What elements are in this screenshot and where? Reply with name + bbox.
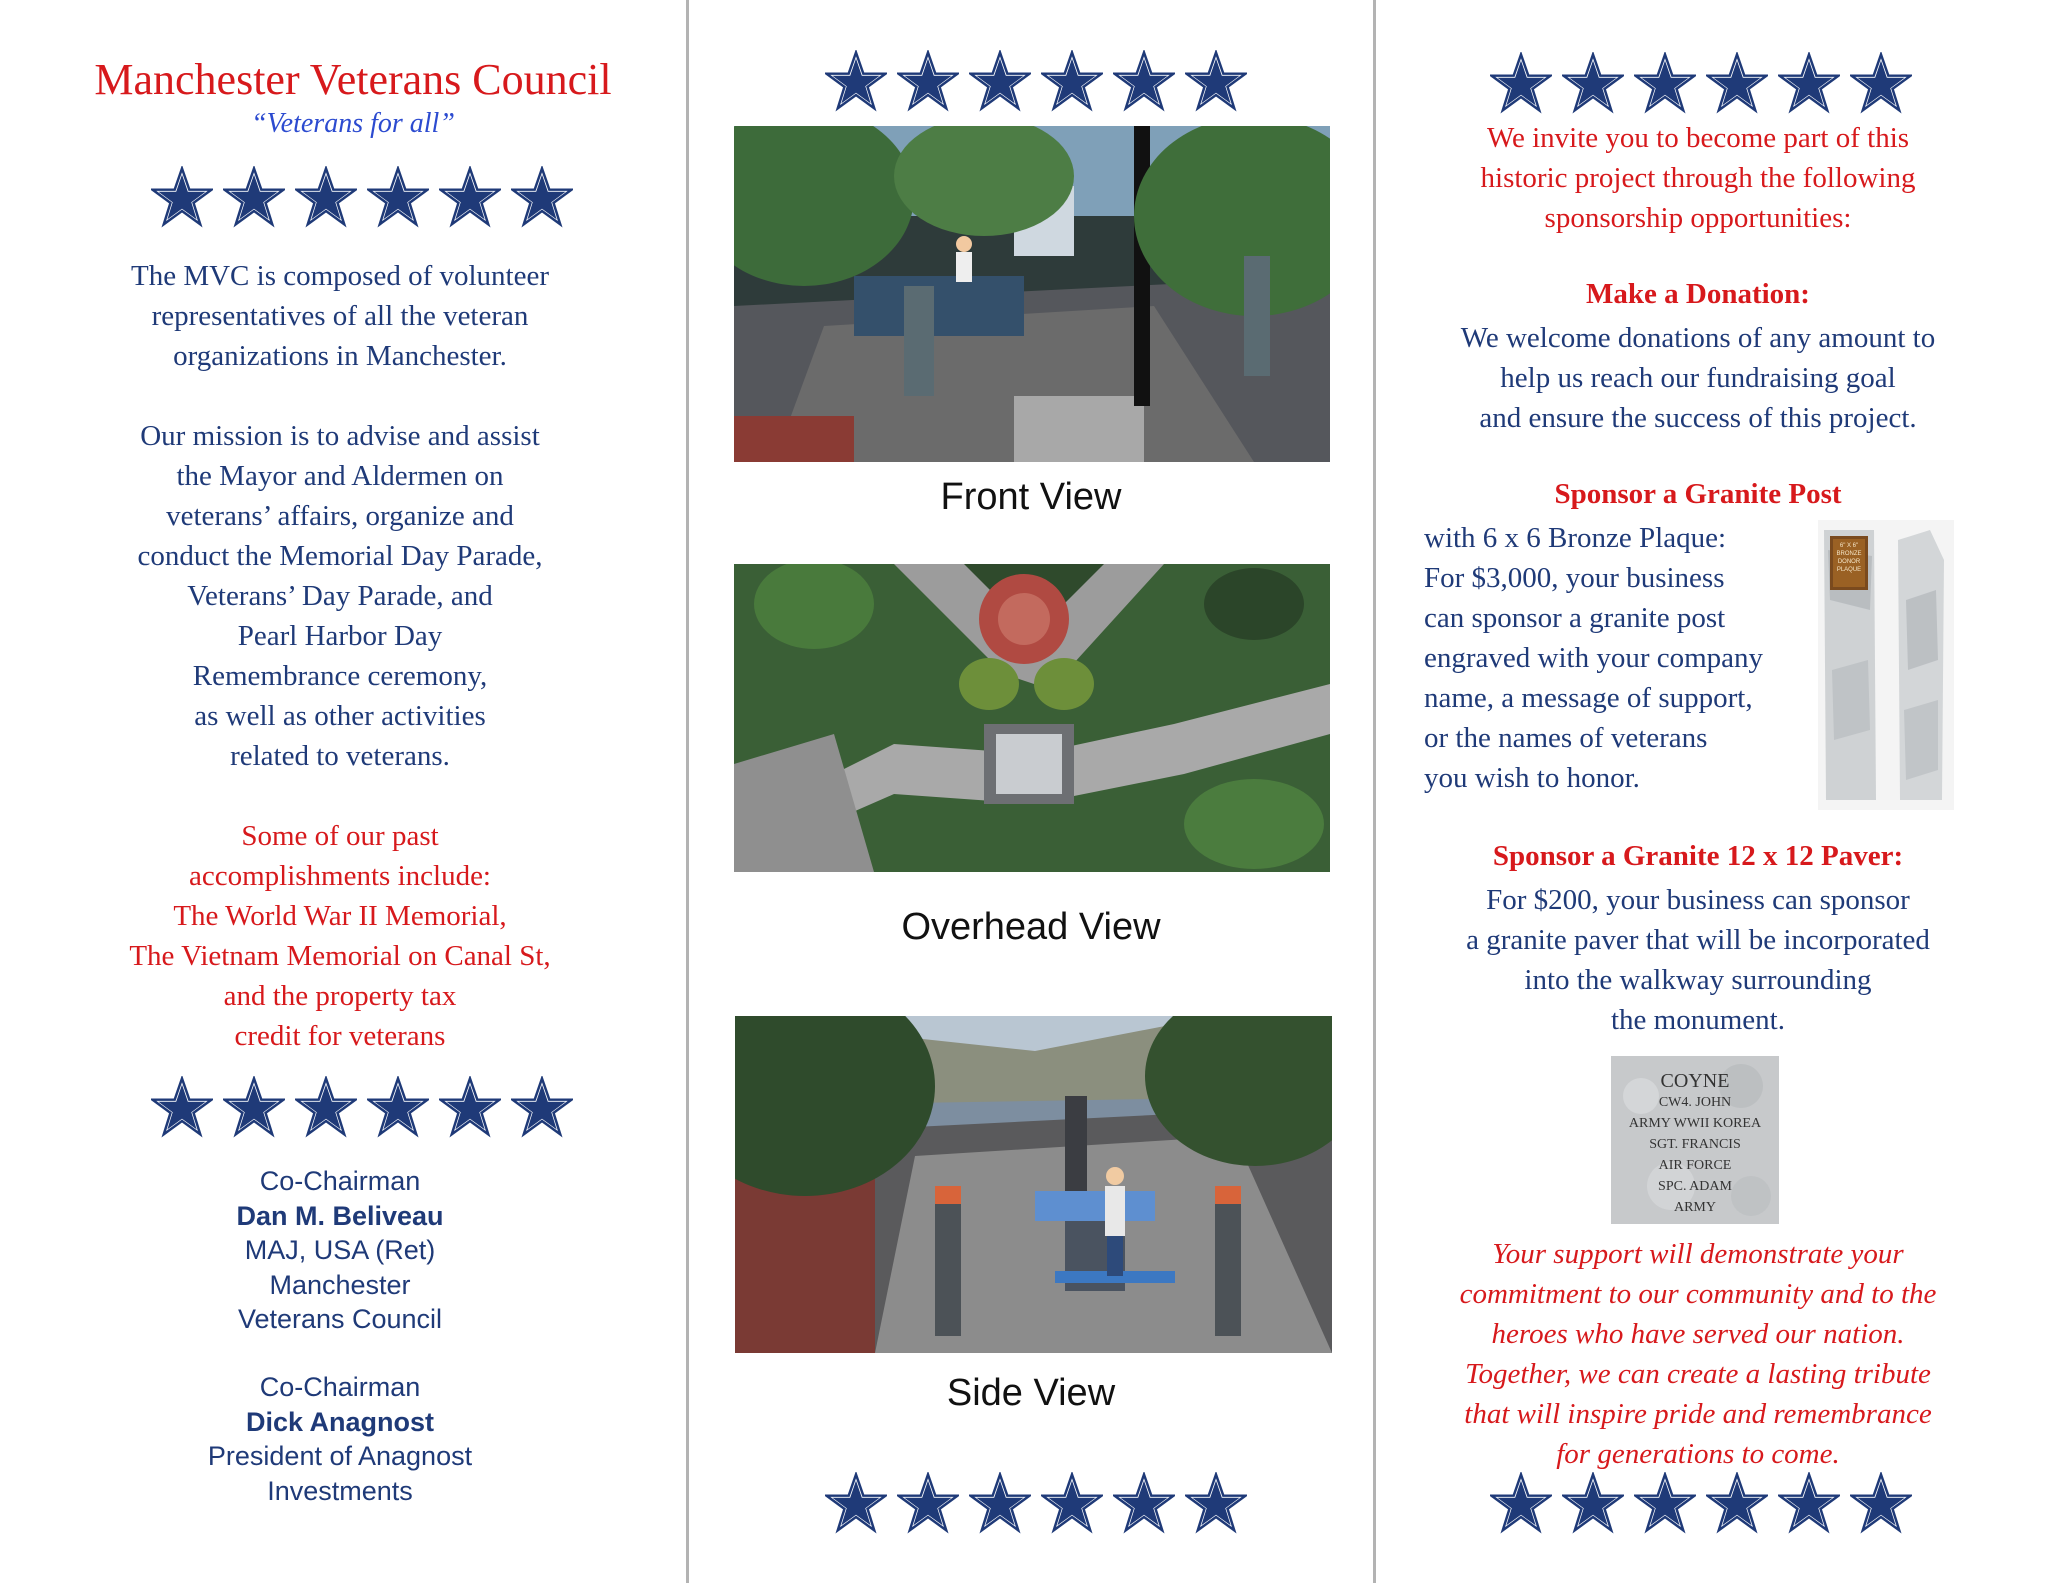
star-icon	[223, 1076, 285, 1138]
front-view-image	[734, 126, 1330, 462]
granite-paver-text: For $200, your business can sponsor a granite paver that will be incorporated into the walkway surrounding the monument.	[1466, 884, 1930, 1036]
star-icon	[1850, 52, 1912, 114]
donation-text: We welcome donations of any amount to help us reach our fundraising goal and ensure the success of this project.	[1460, 322, 1936, 434]
side-view-image	[735, 1016, 1332, 1353]
star-icon	[151, 1076, 213, 1138]
org-title: Manchester Veterans Council	[94, 55, 612, 104]
granite-post-text: with 6 x 6 Bronze Plaque: For $3,000, your business can sponsor a granite post engraved with your company name, a message of support, or the names of veterans you wish to honor.	[1424, 522, 1764, 794]
star-icon	[1041, 50, 1103, 112]
star-icon	[367, 166, 429, 228]
star-row-top	[1490, 52, 1912, 114]
star-icon	[295, 1076, 357, 1138]
overhead-view-image	[734, 564, 1330, 872]
star-icon	[825, 50, 887, 112]
star-icon	[1634, 1472, 1696, 1534]
star-icon	[1490, 1472, 1552, 1534]
star-row-top	[151, 166, 573, 228]
star-icon	[1706, 1472, 1768, 1534]
star-icon	[1041, 1472, 1103, 1534]
overhead-view-caption: Overhead View	[901, 906, 1161, 948]
star-row-bottom	[825, 1472, 1247, 1534]
co-chair-2: Co-Chairman Dick Anagnost President of Anagnost Investments	[0, 1370, 680, 1508]
granite-paver-image	[1611, 1056, 1779, 1224]
star-row-top	[825, 50, 1247, 112]
star-icon	[511, 1076, 573, 1138]
star-icon	[1778, 52, 1840, 114]
middle-panel	[689, 0, 1373, 1583]
star-icon	[511, 166, 573, 228]
star-icon	[439, 1076, 501, 1138]
invite-text: We invite you to become part of this historic project through the following sponsorship opportunities:	[1480, 122, 1916, 234]
intro-text: The MVC is composed of volunteer representatives of all the veteran organizations in Manchester.	[130, 260, 549, 372]
paver-engraving: COYNE CW4. JOHN ARMY WWII KOREA SGT. FRANCIS AIR FORCE SPC. ADAM ARMY	[1628, 1070, 1762, 1215]
accomplishments-text: Some of our past accomplishments include: The World War II Memorial, The Vietnam Memorial on Canal St, and the property tax credit for veterans	[129, 820, 551, 1052]
front-view-caption: Front View	[940, 476, 1122, 518]
granite-post-image	[1818, 520, 1954, 810]
star-row-bottom	[151, 1076, 573, 1138]
donation-heading: Make a Donation:	[1586, 278, 1810, 310]
co-chair-name: Dan M. Beliveau	[236, 1200, 444, 1231]
star-icon	[1113, 1472, 1175, 1534]
left-panel	[0, 0, 686, 1583]
star-row-bottom	[1490, 1472, 1912, 1534]
side-view-caption: Side View	[946, 1372, 1116, 1414]
star-icon	[439, 166, 501, 228]
star-icon	[1634, 52, 1696, 114]
star-icon	[1706, 52, 1768, 114]
star-icon	[969, 50, 1031, 112]
star-icon	[151, 166, 213, 228]
bronze-plaque-label: 6" X 6" BRONZE DONOR PLAQUE	[1836, 543, 1862, 573]
star-icon	[969, 1472, 1031, 1534]
granite-paver-heading: Sponsor a Granite 12 x 12 Paver:	[1492, 840, 1904, 872]
star-icon	[825, 1472, 887, 1534]
star-icon	[223, 166, 285, 228]
co-chair-name: Dick Anagnost	[245, 1406, 435, 1437]
org-motto: “Veterans for all”	[251, 108, 455, 139]
co-chair-1: Co-Chairman Dan M. Beliveau MAJ, USA (Ret) Manchester Veterans Council	[0, 1164, 680, 1337]
star-icon	[1185, 1472, 1247, 1534]
star-icon	[295, 166, 357, 228]
co-chair-role: Co-Chairman	[259, 1372, 421, 1402]
star-icon	[1185, 50, 1247, 112]
star-icon	[1562, 1472, 1624, 1534]
star-icon	[897, 1472, 959, 1534]
star-icon	[1850, 1472, 1912, 1534]
star-icon	[1113, 50, 1175, 112]
star-icon	[1562, 52, 1624, 114]
closing-text: Your support will demonstrate your commitment to our community and to the heroes who have served our nation. Together, we can create a lasting tribute that will inspire pride and remembrance for generations to come.	[1459, 1238, 1937, 1470]
granite-post-heading: Sponsor a Granite Post	[1554, 478, 1842, 510]
star-icon	[367, 1076, 429, 1138]
star-icon	[1490, 52, 1552, 114]
right-panel	[1376, 0, 2048, 1583]
star-icon	[897, 50, 959, 112]
mission-text: Our mission is to advise and assist the Mayor and Aldermen on veterans’ affairs, organize and conduct the Memorial Day Parade, Veterans’ Day Parade, and Pearl Harbor Day Remembrance ceremony, as well as other activities related to veterans.	[137, 420, 543, 772]
star-icon	[1778, 1472, 1840, 1534]
co-chair-role: Co-Chairman	[259, 1166, 421, 1196]
